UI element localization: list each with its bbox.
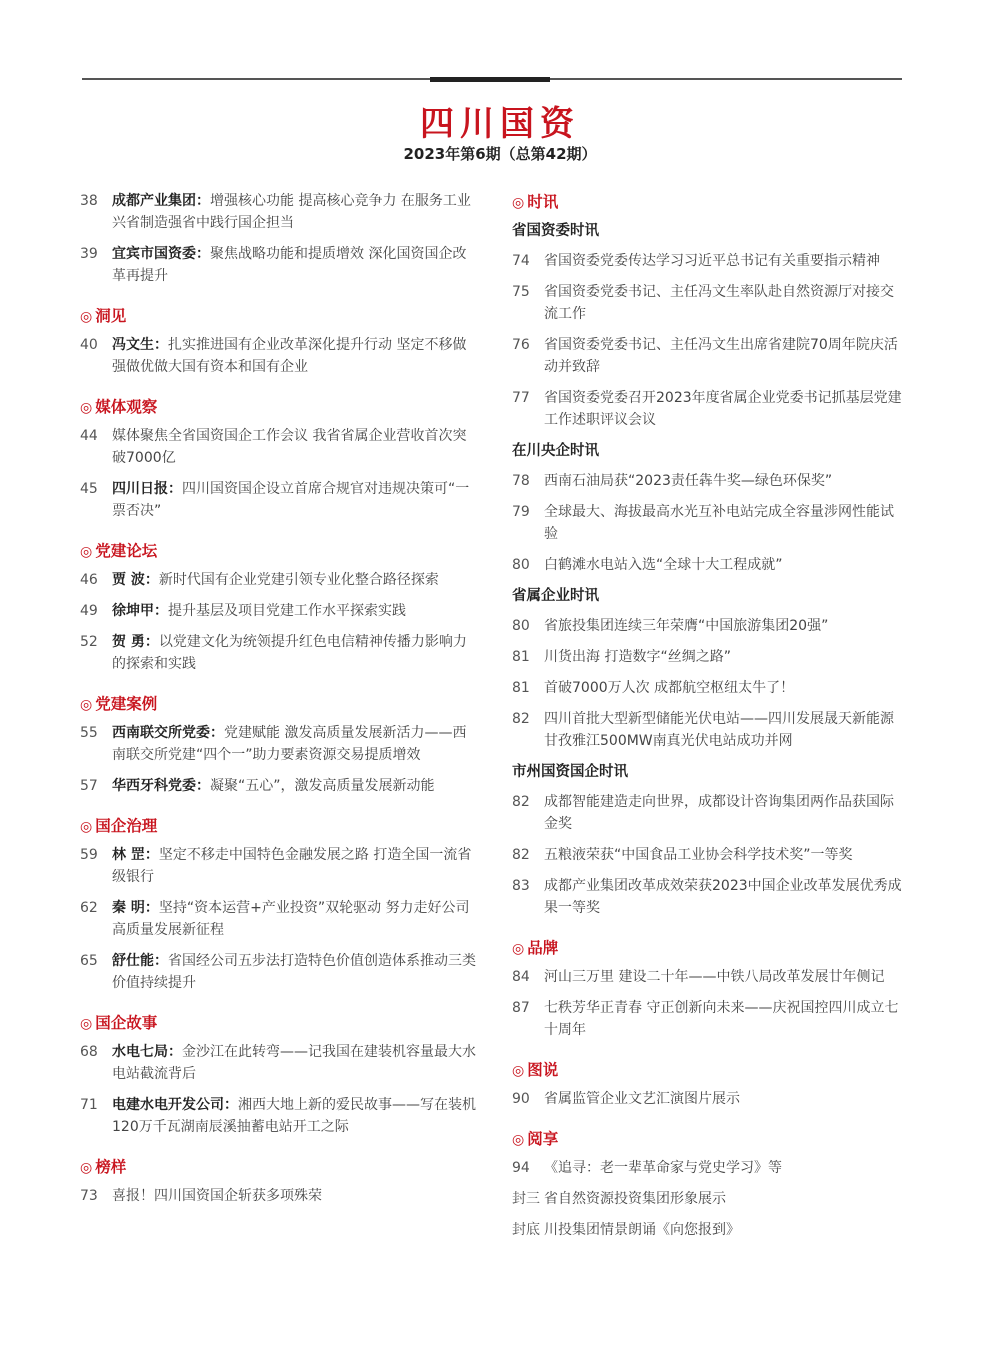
entry-text bbox=[112, 600, 480, 622]
toc-right-column bbox=[512, 190, 907, 1258]
entry-text bbox=[544, 966, 907, 988]
toc-entry[interactable] bbox=[512, 791, 907, 835]
section-bullet-icon: ◎ bbox=[512, 195, 525, 211]
toc-section bbox=[80, 539, 480, 675]
page-number: 90 bbox=[512, 1091, 530, 1107]
page-number: 65 bbox=[80, 953, 98, 969]
page-number: 52 bbox=[80, 634, 98, 650]
section-bullet-icon: ◎ bbox=[512, 941, 525, 957]
page-number: 55 bbox=[80, 725, 98, 741]
entry-title: 凝聚“五心”，激发高质量发展新动能 bbox=[210, 778, 435, 794]
entry-text bbox=[544, 250, 907, 272]
section-title-text: 时讯 bbox=[527, 193, 559, 211]
entry-speaker: 冯文生： bbox=[112, 337, 168, 353]
entry-speaker: 徐坤甲： bbox=[112, 603, 168, 619]
page-number: 75 bbox=[512, 284, 530, 300]
page-number: 45 bbox=[80, 481, 98, 497]
section-title-text: 图说 bbox=[527, 1061, 559, 1079]
entry-title: 省国资委党委传达学习习近平总书记有关重要指示精神 bbox=[544, 253, 880, 269]
page-number: 49 bbox=[80, 603, 98, 619]
toc-entry[interactable] bbox=[512, 677, 907, 699]
entry-text bbox=[112, 334, 480, 378]
subsection-title: 在川央企时讯 bbox=[512, 443, 599, 459]
section-title bbox=[80, 1011, 480, 1035]
section-title bbox=[512, 936, 907, 960]
toc-section bbox=[512, 1058, 907, 1110]
entry-text bbox=[112, 897, 480, 941]
entry-title: 增强核心功能 提高核心竞争力 在服务工业兴省制造强省中践行国企担当 bbox=[112, 193, 471, 231]
page-number: 封三 bbox=[512, 1191, 540, 1207]
toc-entry[interactable] bbox=[80, 722, 480, 766]
page-number: 62 bbox=[80, 900, 98, 916]
page-number: 76 bbox=[512, 337, 530, 353]
toc-section bbox=[80, 1011, 480, 1138]
toc-entry[interactable] bbox=[80, 243, 480, 287]
entry-title: 省属监管企业文艺汇演图片展示 bbox=[544, 1091, 740, 1107]
page-number: 73 bbox=[80, 1188, 98, 1204]
entry-title: 党建赋能 激发高质量发展新活力——西南联交所党建“四个一”助力要素资源交易提质增效 bbox=[112, 725, 467, 763]
section-title bbox=[80, 304, 480, 328]
entry-title: 省国资委党委召开2023年度省属企业党委书记抓基层党建工作述职评议会议 bbox=[544, 390, 902, 428]
page-number: 44 bbox=[80, 428, 98, 444]
issue-line: 2023年第6期（总第42期） bbox=[403, 145, 597, 163]
entry-text bbox=[544, 875, 907, 919]
entry-speaker: 贾 波： bbox=[112, 572, 159, 588]
toc-entry[interactable] bbox=[512, 387, 907, 431]
section-title-text: 阅享 bbox=[527, 1130, 559, 1148]
toc-entry[interactable] bbox=[512, 281, 907, 325]
entry-title: 白鹤滩水电站入选“全球十大工程成就” bbox=[544, 557, 783, 573]
entry-title: 湘西大地上新的爱民故事——写在装机120万千瓦湖南辰溪抽蓄电站开工之际 bbox=[112, 1097, 476, 1135]
section-title-text: 媒体观察 bbox=[95, 398, 158, 416]
page-number: 83 bbox=[512, 878, 530, 894]
toc-section-lead bbox=[80, 190, 480, 287]
entry-speaker: 贺 勇： bbox=[112, 634, 159, 650]
page-number: 80 bbox=[512, 557, 530, 573]
entry-title: 首破7000万人次 成都航空枢纽太牛了！ bbox=[544, 680, 795, 696]
entry-title: 河山三万里 建设二十年——中铁八局改革发展廿年侧记 bbox=[544, 969, 885, 985]
toc-entry[interactable] bbox=[80, 1094, 480, 1138]
toc-entry[interactable] bbox=[512, 334, 907, 378]
entry-speaker: 四川日报： bbox=[112, 481, 182, 497]
page-number: 74 bbox=[512, 253, 530, 269]
toc-section bbox=[80, 1155, 480, 1207]
page-number: 39 bbox=[80, 246, 98, 262]
entry-text bbox=[544, 1188, 907, 1210]
entry-text bbox=[544, 677, 907, 699]
entry-speaker: 舒仕能： bbox=[112, 953, 168, 969]
entry-title: 坚持“资本运营+产业投资”双轮驱动 努力走好公司高质量发展新征程 bbox=[112, 900, 470, 938]
entry-text bbox=[544, 1157, 907, 1179]
entry-speaker: 成都产业集团： bbox=[112, 193, 210, 209]
entry-text bbox=[544, 615, 907, 637]
toc-entry[interactable] bbox=[80, 950, 480, 994]
page-number: 84 bbox=[512, 969, 530, 985]
toc-section bbox=[80, 814, 480, 994]
toc-entry[interactable] bbox=[512, 646, 907, 668]
section-title bbox=[80, 814, 480, 838]
page-number: 68 bbox=[80, 1044, 98, 1060]
entry-text bbox=[112, 425, 480, 469]
toc-section bbox=[512, 190, 907, 919]
section-title-text: 国企故事 bbox=[95, 1014, 158, 1032]
toc-entry[interactable] bbox=[512, 1219, 907, 1241]
section-bullet-icon: ◎ bbox=[80, 400, 93, 416]
page-number: 79 bbox=[512, 504, 530, 520]
entry-text bbox=[544, 791, 907, 835]
entry-text bbox=[112, 478, 480, 522]
entry-text bbox=[544, 1088, 907, 1110]
toc-entry[interactable] bbox=[512, 470, 907, 492]
entry-title: 聚焦战略功能和提质增效 深化国资国企改革再提升 bbox=[112, 246, 467, 284]
entry-title: 以党建文化为统领提升红色电信精神传播力影响力的探索和实践 bbox=[112, 634, 467, 672]
page-number: 71 bbox=[80, 1097, 98, 1113]
entry-text bbox=[544, 387, 907, 431]
entry-text bbox=[112, 569, 480, 591]
top-rule-accent bbox=[430, 77, 550, 82]
toc-entry[interactable] bbox=[80, 334, 480, 378]
toc-section bbox=[80, 395, 480, 522]
page-number: 82 bbox=[512, 711, 530, 727]
entry-speaker: 西南联交所党委： bbox=[112, 725, 224, 741]
entry-title: 全球最大、海拔最高水光互补电站完成全容量涉网性能试验 bbox=[544, 504, 894, 542]
entry-speaker: 秦 明： bbox=[112, 900, 159, 916]
page-number: 82 bbox=[512, 847, 530, 863]
page-number: 81 bbox=[512, 649, 530, 665]
entry-text bbox=[112, 844, 480, 888]
section-bullet-icon: ◎ bbox=[80, 544, 93, 560]
toc-entry[interactable] bbox=[512, 997, 907, 1041]
toc-entry[interactable] bbox=[512, 844, 907, 866]
toc-entry[interactable] bbox=[512, 615, 907, 637]
entry-title: 省自然资源投资集团形象展示 bbox=[544, 1191, 726, 1207]
entry-title: 七秩芳华正青春 守正创新向未来——庆祝国控四川成立七十周年 bbox=[544, 1000, 899, 1038]
entry-text bbox=[544, 708, 907, 752]
entry-title: 新时代国有企业党建引领专业化整合路径探索 bbox=[158, 572, 439, 588]
entry-text bbox=[112, 950, 480, 994]
entry-text bbox=[112, 631, 480, 675]
entry-speaker: 华西牙科党委： bbox=[112, 778, 210, 794]
entry-title: 喜报！四川国资国企斩获多项殊荣 bbox=[112, 1188, 322, 1204]
entry-speaker: 电建水电开发公司： bbox=[112, 1097, 238, 1113]
entry-text bbox=[112, 775, 480, 797]
entry-text bbox=[112, 1094, 480, 1138]
page-number: 80 bbox=[512, 618, 530, 634]
section-bullet-icon: ◎ bbox=[80, 1016, 93, 1032]
toc-entry[interactable] bbox=[80, 844, 480, 888]
section-title-text: 党建论坛 bbox=[95, 542, 158, 560]
subsection-title: 省国资委时讯 bbox=[512, 223, 599, 239]
toc-entry[interactable] bbox=[512, 554, 907, 576]
toc-section bbox=[512, 936, 907, 1041]
entry-title: 金沙江在此转弯——记我国在建装机容量最大水电站截流背后 bbox=[112, 1044, 476, 1082]
entry-title: 省国资委党委书记、主任冯文生出席省建院70周年院庆活动并致辞 bbox=[544, 337, 898, 375]
page-number: 78 bbox=[512, 473, 530, 489]
entry-title: 五粮液荣获“中国食品工业协会科学技术奖”一等奖 bbox=[544, 847, 853, 863]
toc-entry[interactable] bbox=[80, 478, 480, 522]
entry-text bbox=[544, 646, 907, 668]
page-number: 封底 bbox=[512, 1222, 540, 1238]
entry-title: 省国资委党委书记、主任冯文生率队赴自然资源厅对接交流工作 bbox=[544, 284, 894, 322]
toc-entry[interactable] bbox=[80, 1041, 480, 1085]
entry-title: 成都产业集团改革成效荣获2023中国企业改革发展优秀成果一等奖 bbox=[544, 878, 902, 916]
toc-entry[interactable] bbox=[80, 425, 480, 469]
section-title bbox=[512, 1127, 907, 1151]
entry-title: 坚定不移走中国特色金融发展之路 打造全国一流省级银行 bbox=[112, 847, 472, 885]
page-number: 46 bbox=[80, 572, 98, 588]
page-number: 87 bbox=[512, 1000, 530, 1016]
section-title-text: 榜样 bbox=[95, 1158, 127, 1176]
page-number: 82 bbox=[512, 794, 530, 810]
toc-entry[interactable] bbox=[512, 1088, 907, 1110]
entry-title: 成都智能建造走向世界，成都设计咨询集团两作品获国际金奖 bbox=[544, 794, 894, 832]
entry-title: 扎实推进国有企业改革深化提升行动 坚定不移做强做优做大国有资本和国有企业 bbox=[112, 337, 467, 375]
page-number: 94 bbox=[512, 1160, 530, 1176]
subsection-title: 市州国资国企时讯 bbox=[512, 764, 628, 780]
entry-text bbox=[544, 997, 907, 1041]
section-title bbox=[80, 539, 480, 563]
subsection-title: 省属企业时讯 bbox=[512, 588, 599, 604]
entry-title: 省国经公司五步法打造特色价值创造体系推动三类价值持续提升 bbox=[112, 953, 476, 991]
entry-text bbox=[112, 190, 480, 234]
entry-speaker: 林 罡： bbox=[112, 847, 159, 863]
toc-section bbox=[80, 692, 480, 797]
toc-entry[interactable] bbox=[80, 897, 480, 941]
entry-text bbox=[112, 1041, 480, 1085]
section-bullet-icon: ◎ bbox=[80, 309, 93, 325]
section-title bbox=[512, 1058, 907, 1082]
toc-entry[interactable] bbox=[512, 708, 907, 752]
page-number: 59 bbox=[80, 847, 98, 863]
section-title bbox=[80, 692, 480, 716]
toc-section bbox=[512, 1127, 907, 1241]
toc-entry[interactable] bbox=[512, 1188, 907, 1210]
entry-title: 四川首批大型新型储能光伏电站——四川发展晟天新能源甘孜雅江500MW南真光伏电站成功并网 bbox=[544, 711, 894, 749]
page-number: 40 bbox=[80, 337, 98, 353]
page-number: 38 bbox=[80, 193, 98, 209]
toc-entry[interactable] bbox=[80, 631, 480, 675]
toc-entry[interactable] bbox=[512, 1157, 907, 1179]
entry-title: 四川国资国企设立首席合规官对违规决策可“一票否决” bbox=[112, 481, 470, 519]
entry-title: 川货出海 打造数字“丝绸之路” bbox=[544, 649, 731, 665]
toc-entry[interactable] bbox=[80, 775, 480, 797]
section-title-text: 品牌 bbox=[527, 939, 559, 957]
toc-entry[interactable] bbox=[512, 875, 907, 919]
masthead-title: 四川国资 bbox=[420, 104, 580, 144]
page-number: 77 bbox=[512, 390, 530, 406]
section-title bbox=[80, 1155, 480, 1179]
entry-text bbox=[544, 281, 907, 325]
entry-text bbox=[544, 501, 907, 545]
entry-title: 省旅投集团连续三年荣膺“中国旅游集团20强” bbox=[544, 618, 829, 634]
entry-text bbox=[544, 470, 907, 492]
section-title bbox=[80, 395, 480, 419]
toc-entry[interactable] bbox=[80, 569, 480, 591]
section-bullet-icon: ◎ bbox=[80, 697, 93, 713]
entry-text bbox=[544, 334, 907, 378]
entry-text bbox=[544, 1219, 907, 1241]
section-title-text: 国企治理 bbox=[95, 817, 158, 835]
entry-title: 媒体聚焦全省国资国企工作会议 我省省属企业营收首次突破7000亿 bbox=[112, 428, 467, 466]
toc-entry[interactable] bbox=[512, 966, 907, 988]
entry-speaker: 宜宾市国资委： bbox=[112, 246, 210, 262]
toc-entry[interactable] bbox=[80, 600, 480, 622]
toc-section bbox=[80, 304, 480, 378]
page-number: 81 bbox=[512, 680, 530, 696]
entry-text bbox=[112, 1185, 480, 1207]
section-bullet-icon: ◎ bbox=[512, 1063, 525, 1079]
section-bullet-icon: ◎ bbox=[80, 819, 93, 835]
entry-text bbox=[112, 722, 480, 766]
entry-title: 西南石油局获“2023责任犇牛奖—绿色环保奖” bbox=[544, 473, 833, 489]
entry-title: 提升基层及项目党建工作水平探索实践 bbox=[168, 603, 406, 619]
entry-text bbox=[112, 243, 480, 287]
page-number: 57 bbox=[80, 778, 98, 794]
entry-title: 川投集团情景朗诵《向您报到》 bbox=[544, 1222, 740, 1238]
section-title-text: 党建案例 bbox=[95, 695, 158, 713]
section-title bbox=[512, 190, 907, 214]
toc-entry[interactable] bbox=[80, 1185, 480, 1207]
section-bullet-icon: ◎ bbox=[80, 1160, 93, 1176]
entry-title: 《追寻：老一辈革命家与党史学习》等 bbox=[544, 1160, 782, 1176]
section-title-text: 洞见 bbox=[95, 307, 127, 325]
toc-left-column bbox=[80, 190, 480, 1224]
toc-entry[interactable] bbox=[80, 190, 480, 234]
toc-entry[interactable] bbox=[512, 250, 907, 272]
section-bullet-icon: ◎ bbox=[512, 1132, 525, 1148]
entry-speaker: 水电七局： bbox=[112, 1044, 182, 1060]
entry-text bbox=[544, 554, 907, 576]
entry-text bbox=[544, 844, 907, 866]
toc-entry[interactable] bbox=[512, 501, 907, 545]
